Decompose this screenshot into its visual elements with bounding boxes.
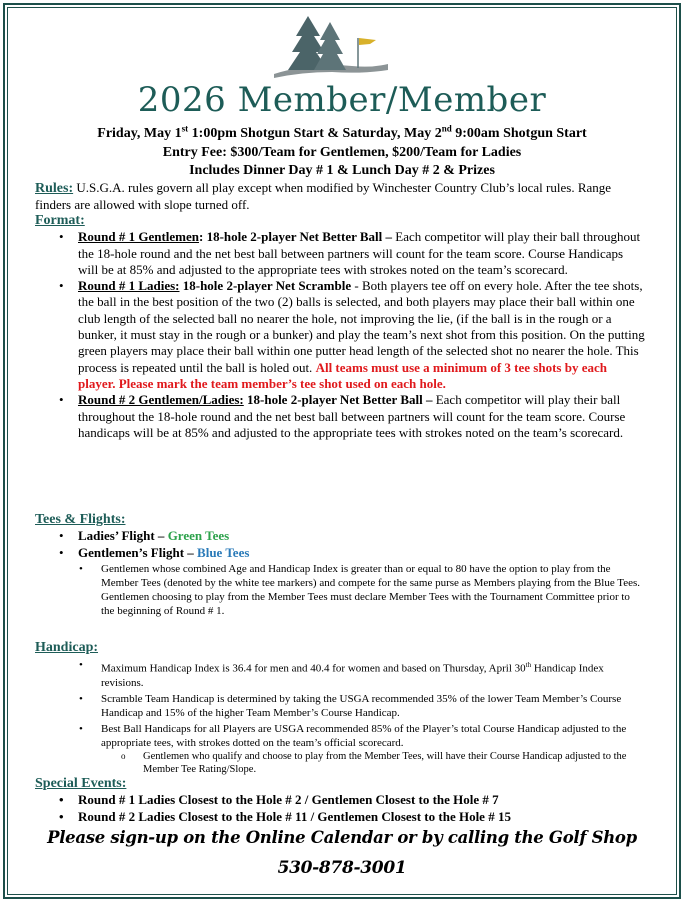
- format-section: [35, 213, 645, 441]
- tees-heading: Tees & Flights:: [35, 512, 126, 527]
- format-item-round1-gentlemen: • Round # 1 Gentlemen: 18-hole 2-player Net Better Ball – Each competitor will play their ball throughout the 18-hole round and the net best ball between partners will count for the team score. Course Handicaps will be at 85% and adjusted to the appropriate tees with strokes noted on the team’s scorecard.: [35, 229, 645, 278]
- ladies-flight: • Ladies’ Flight – Green Tees: [35, 528, 645, 544]
- rules-heading: Rules:: [35, 181, 74, 196]
- club-logo: [272, 14, 390, 80]
- golf-flag: [359, 38, 376, 45]
- entry-fee: Entry Fee: $300/Team for Gentlemen, $200/Team for Ladies: [162, 145, 522, 160]
- handicap-section: [35, 640, 645, 776]
- format-heading: Format:: [35, 213, 85, 228]
- rules-text: U.S.G.A. rules govern all play except when modified by Winchester Country Club’s local rules. Range finders are allowed with slope turned off.: [35, 180, 612, 213]
- gentlemen-flight: • Gentlemen’s Flight – Blue Tees: [35, 545, 645, 561]
- handicap-item-max: • Maximum Handicap Index is 36.4 for men and 40.4 for women and based on Thursday, April 30th Handicap Index revisions.: [35, 658, 645, 690]
- handicap-heading: Handicap:: [35, 640, 99, 655]
- handicap-item-scramble: • Scramble Team Handicap is determined by taking the USGA recommended 35% of the lower Team Member’s Course Handicap and 15% of the higher Team Member’s Course Handicap.: [35, 692, 645, 720]
- event-dates: Friday, May 1st 1:00pm Shotgun Start & Saturday, May 2nd 9:00am Shotgun Start: [97, 123, 587, 141]
- page-title: 2026 Member/Member: [137, 80, 547, 120]
- rules-section: [35, 180, 645, 214]
- format-item-round2: • Round # 2 Gentlemen/Ladies: 18-hole 2-player Net Better Ball – Each competitor will play their ball throughout the 18-hole round and the net best ball between partners will count for the team score. Course handicaps will be at 85% and adjusted to the appropriate tees with strokes noted on the team’s scorecard.: [35, 392, 645, 441]
- handicap-subitem-member-tees: o Gentlemen who qualify and choose to play from the Member Tees, will have their Course Handicap adjusted to the Member Tee Rating/Slope.: [35, 750, 645, 776]
- member-tees-note: • Gentlemen whose combined Age and Handicap Index is greater than or equal to 80 have the option to play from the Member Tees (denoted by the white tee markers) and compete for the same purse as Members playing from the Blue Tees. Gentlemen choosing to play from the Member Tees must declare Member Tees with the Tournament Committee prior to the beginning of Round # 1.: [35, 562, 645, 618]
- phone-number: 530-878-3001: [277, 858, 407, 878]
- tees-section: [35, 512, 645, 618]
- format-item-round1-ladies: • Round # 1 Ladies: 18-hole 2-player Net Scramble - Both players tee off on every hole. After the tee shots, the ball in the best position of the two (2) balls is selected, and both players may place their ball within one club length of the selected ball no nearer the hole, not improving the lie, (if the ball is in the rough or a bunker, it must stay in the rough or a bunker) and play the team’s next shot from this position. On the putting green players may place their ball within one putter head length of the selected shot no nearer the hole. This process is repeated until the ball is holed out. All teams must use a minimum of 3 tee shots by each player. Please mark the team member’s tee shot used on each hole.: [35, 278, 645, 392]
- special-events-section: [35, 776, 645, 825]
- special-event-round2: • Round # 2 Ladies Closest to the Hole # 11 / Gentlemen Closest to the Hole # 15: [35, 809, 645, 825]
- special-events-heading: Special Events:: [35, 776, 127, 791]
- signup-text: Please sign-up on the Online Calendar or by calling the Golf Shop: [47, 828, 637, 847]
- includes-line: Includes Dinner Day # 1 & Lunch Day # 2 & Prizes: [189, 163, 495, 178]
- special-event-round1: • Round # 1 Ladies Closest to the Hole # 2 / Gentlemen Closest to the Hole # 7: [35, 792, 645, 808]
- handicap-item-bestball: • Best Ball Handicaps for all Players are USGA recommended 85% of the Player’s total Course Handicap adjusted to the appropriate tees, with strokes dotted on the team’s official scorecard.: [35, 722, 645, 750]
